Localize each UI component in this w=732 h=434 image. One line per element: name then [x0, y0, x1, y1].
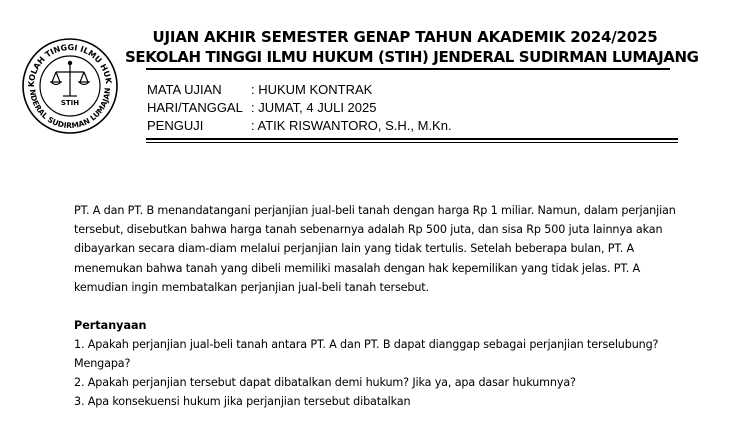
case-line: kemudian ingin membatalkan perjanjian jual-beli tanah tersebut.	[74, 280, 429, 294]
question-line: 2. Apakah perjanjian tersebut dapat dibatalkan demi hukum? Jika ya, apa dasar hukumnya?	[74, 376, 576, 389]
scales-of-justice-icon	[51, 61, 89, 96]
case-line: menemukan bahwa tanah yang dibeli memiliki masalah dengan hak kepemilikan yang tidak jelas. PT. A	[74, 261, 641, 275]
info-label: MATA UJIAN	[147, 82, 222, 97]
questions-list	[74, 335, 686, 411]
info-label: HARI/TANGGAL	[147, 100, 243, 115]
case-paragraph	[74, 201, 686, 297]
logo-ring-top-text: KOLAH TINGGI ILMU HUK	[26, 42, 114, 88]
info-value: : JUMAT, 4 JULI 2025	[251, 100, 377, 115]
question-line: 1. Apakah perjanjian jual-beli tanah antara PT. A dan PT. B dapat dianggap sebagai perjanjian terselubung?	[74, 338, 659, 351]
logo-center-text: STIH	[60, 99, 80, 107]
case-line: PT. A dan PT. B menandatangani perjanjian jual-beli tanah dengan harga Rp 1 miliar. Namun, dalam perjanjian	[74, 204, 676, 217]
header-divider-thin	[146, 142, 678, 143]
info-value: : ATIK RISWANTORO, S.H., M.Kn.	[251, 118, 452, 133]
institution-seal-logo	[20, 30, 120, 136]
case-line: tersebut, disebutkan bahwa harga tanah sebenarnya adalah Rp 500 juta, dan sisa Rp 500 juta lainnya akan	[74, 223, 663, 237]
info-value: : HUKUM KONTRAK	[251, 82, 373, 97]
question-line: Mengapa?	[74, 357, 131, 370]
info-label: PENGUJI	[147, 118, 204, 133]
logo-ring-bottom-text: NDERAL SUDIRMAN LUMAJAN	[27, 87, 113, 131]
header-underline	[146, 68, 670, 70]
case-line: dibayarkan secara diam-diam melalui perjanjian lain yang tidak tertulis. Setelah beberapa bulan, PT. A	[74, 242, 635, 256]
info-row-date	[147, 99, 376, 117]
questions-heading: Pertanyaan	[74, 319, 147, 332]
header-divider-thick	[146, 138, 678, 140]
info-row-subject	[147, 81, 372, 99]
exam-title: UJIAN AKHIR SEMESTER GENAP TAHUN AKADEMIK 2024/2025	[152, 28, 658, 46]
info-row-examiner	[147, 117, 452, 135]
school-name: SEKOLAH TINGGI ILMU HUKUM (STIH) JENDERAL SUDIRMAN LUMAJANG	[125, 48, 699, 66]
question-line: 3. Apa konsekuensi hukum jika perjanjian tersebut dibatalkan	[74, 395, 411, 408]
